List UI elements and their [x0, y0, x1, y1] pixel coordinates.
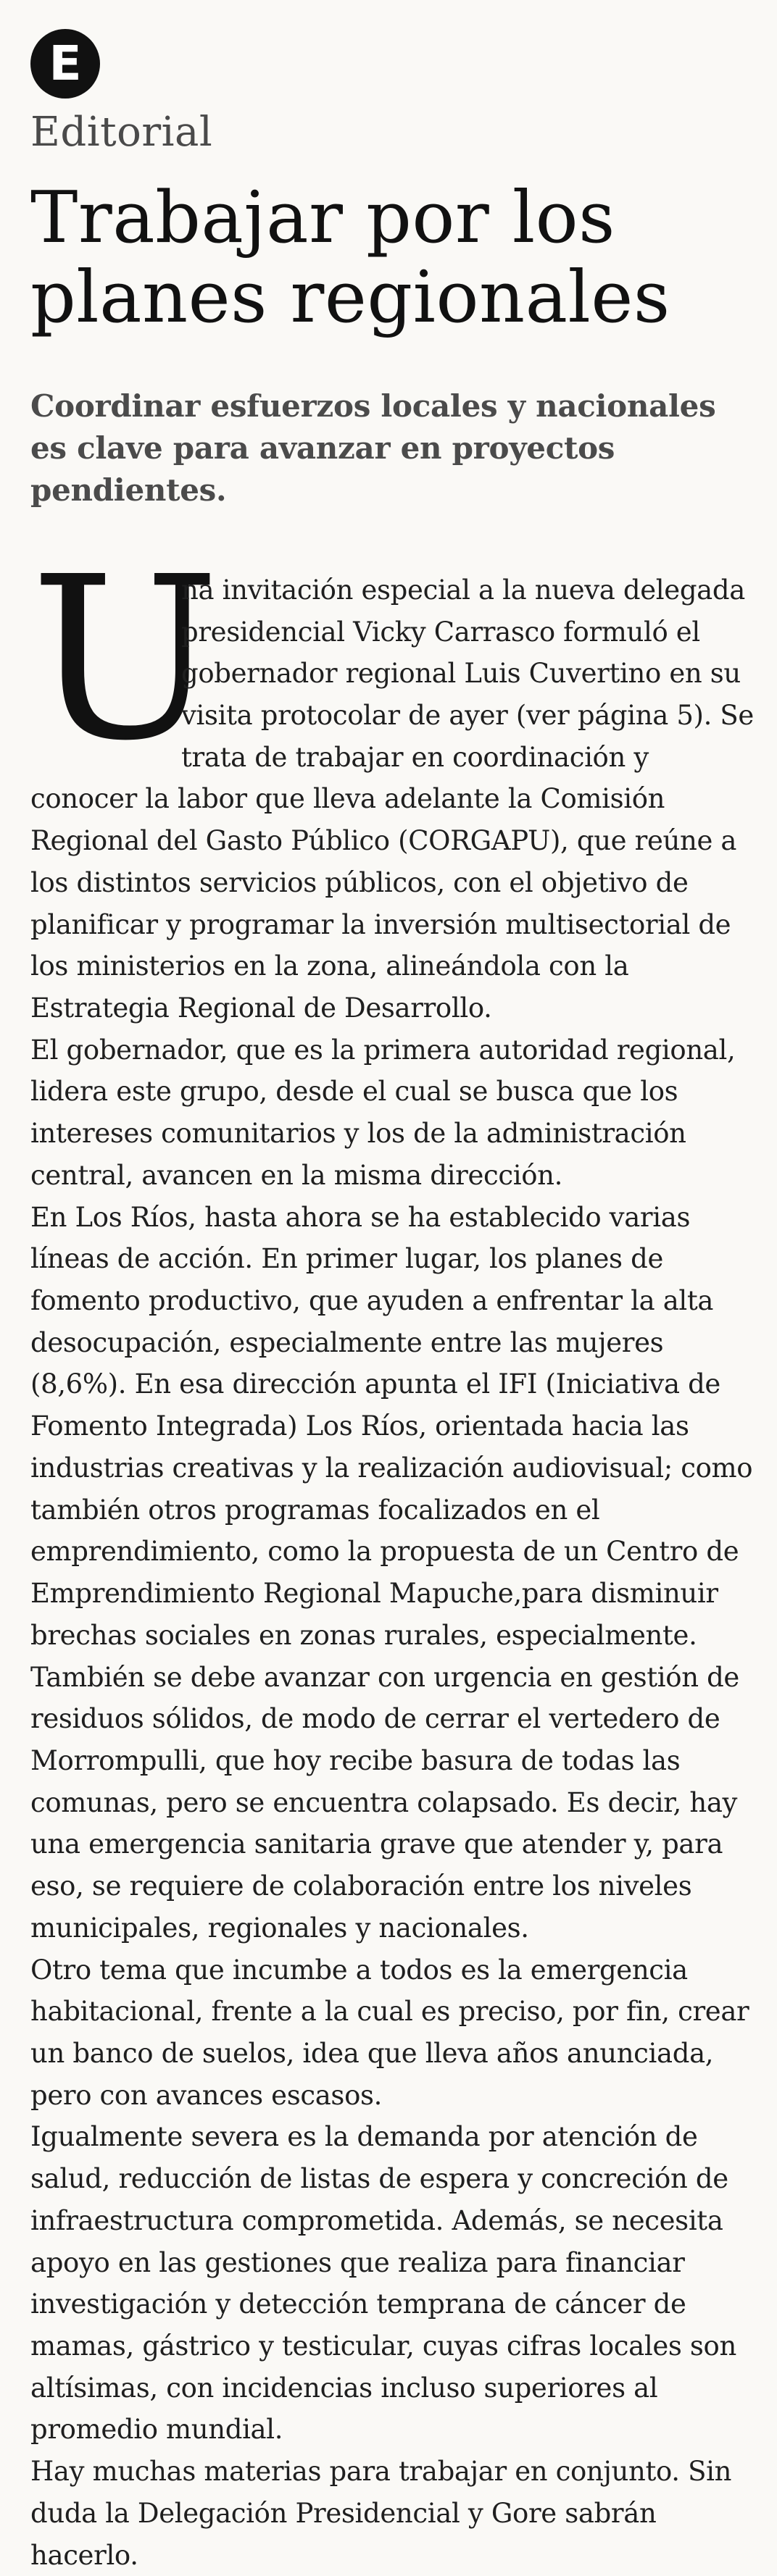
body-paragraph: También se debe avanzar con urgencia en gestión de residuos sólidos, de modo de cerrar el vertedero de Morrompulli, que hoy recibe basura de todas las comunas, pero se encuentra colapsado. Es decir, hay una emergencia sanitaria grave que atender y, para eso, se requiere de colaboración entre los niveles municipales, regionales y nacionales. — [30, 1661, 739, 1944]
section-label: Editorial — [30, 109, 213, 156]
editorial-article — [30, 29, 755, 2576]
lead-paragraph — [30, 528, 755, 1029]
body-paragraph: En Los Ríos, hasta ahora se ha establecido varias líneas de acción. En primer lugar, los planes de fomento productivo, que ayuden a enfrentar la alta desocupación, especialmente entre las mujeres (8,6%). En esa dirección apunta el IFI (Iniciativa de Fomento Integrada) Los Ríos, orientada hacia las industrias creativas y la realización audiovisual; como también otros programas focalizados en el emprendimiento, como la propuesta de un Centro de Emprendimiento Regional Mapuche,para disminuir brechas sociales en zonas rurales, especialmente. — [30, 1201, 753, 1651]
drop-cap: U — [30, 528, 220, 790]
article-body — [30, 528, 755, 2576]
lead-text: na invitación especial a la nueva delegada presidencial Vicky Carrasco formuló el gobernador regional Luis Cuvertino en su visita protocolar de ayer (ver página 5). Se trata de trabajar en coordinación y conocer la labor que lleva adelante la Comisión Regional del Gasto Público (CORGAPU), que reúne a los distintos servicios públicos, con el objetivo de planificar y programar la inversión multisectorial de los ministerios en la zona, alineándola con la Estrategia Regional de Desarrollo. — [30, 574, 754, 1024]
body-paragraph: Igualmente severa es la demanda por atención de salud, reducción de listas de espera y concreción de infraestructura comprometida. Además, se necesita apoyo en las gestiones que realiza para financiar investigación y detección temprana de cáncer de mamas, gástrico y testicular, cuyas cifras locales son altísimas, con incidencias incluso superiores al promedio mundial. — [30, 2121, 736, 2446]
body-paragraph: Otro tema que incumbe a todos es la emergencia habitacional, frente a la cual es preciso, por fin, crear un banco de suelos, idea que lleva años anunciada, pero con avances escasos. — [30, 1954, 749, 2111]
article-deck: Coordinar esfuerzos locales y nacionales es clave para avanzar en proyectos pendientes. — [30, 388, 716, 508]
editorial-logo-icon: E — [30, 29, 100, 99]
body-paragraph: El gobernador, que es la primera autoridad regional, lidera este grupo, desde el cual se busca que los intereses comunitarios y los de la administración central, avancen en la misma dirección. — [30, 1034, 736, 1191]
body-paragraph: Hay muchas materias para trabajar en conjunto. Sin duda la Delegación Presidencial y Gore sabrán hacerlo. — [30, 2456, 732, 2571]
headline-line-1: Trabajar por los — [30, 176, 615, 259]
headline-line-2: planes regionales — [30, 256, 670, 339]
article-headline — [30, 176, 755, 339]
